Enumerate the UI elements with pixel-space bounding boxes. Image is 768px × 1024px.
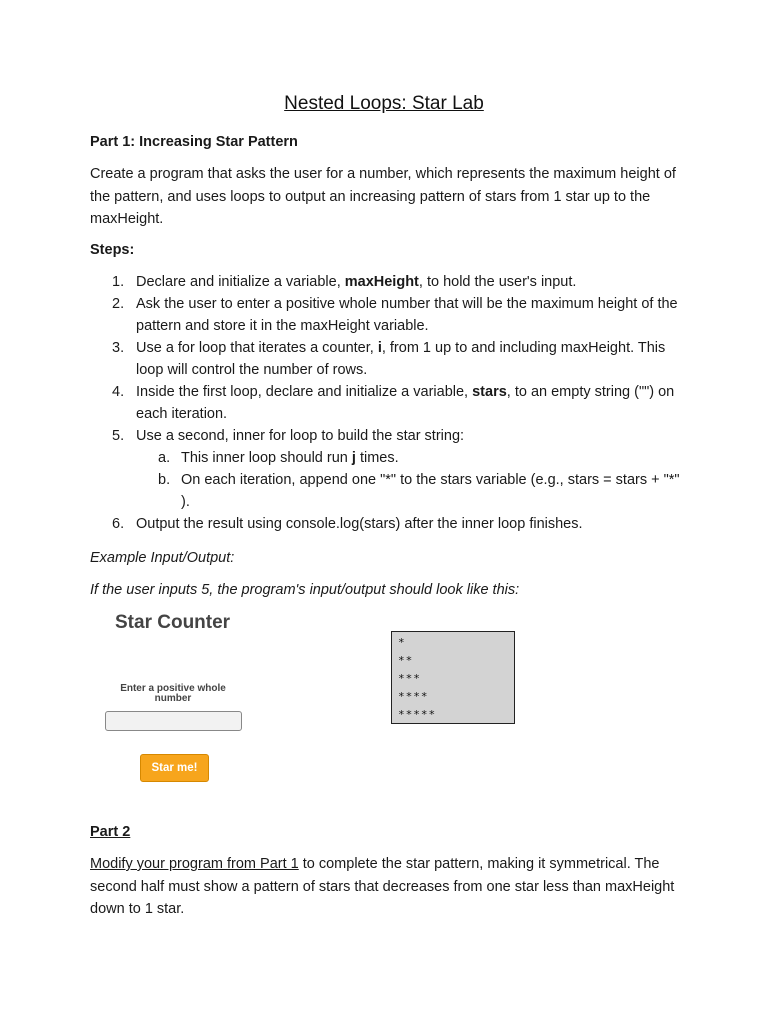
part2-link: Modify your program from Part 1 [90, 856, 299, 872]
steps-heading: Steps: [90, 242, 135, 258]
substep-text: times. [355, 450, 399, 466]
step-text: Use a second, inner for loop to build the star string: [136, 428, 465, 444]
page-title: Nested Loops: Star Lab [284, 93, 484, 114]
output-line: ** [398, 654, 414, 667]
step-number: 5. [112, 428, 125, 444]
substep-text: This inner loop should run [181, 450, 352, 466]
step-3 [90, 337, 680, 381]
step-number: 3. [112, 340, 125, 356]
part2-text: to complete the star pattern, making it symmetrical. The second half must show a pattern of stars that decreases from one star less than maxHeight down to 1 star. [90, 856, 675, 917]
step-text: Inside the first loop, declare and initialize a variable, [136, 384, 473, 400]
substep-b [136, 469, 680, 513]
output-line: ***** [398, 708, 437, 721]
step-keyword: i [377, 340, 382, 356]
example-label: Example Input/Output: [90, 550, 235, 566]
input-label: Enter a positive whole number [120, 683, 226, 704]
step-number: 2. [112, 296, 125, 312]
step-text: Declare and initialize a variable, [136, 274, 345, 290]
substep-a [136, 447, 680, 469]
step-text: Output the result using console.log(stars) after the inner loop finishes. [136, 516, 583, 532]
step-text: , to an empty string ("") on each iteration. [136, 384, 675, 422]
step-1 [90, 271, 680, 293]
substep-letter: b. [158, 472, 171, 488]
steps-list [90, 271, 680, 535]
substeps-list [136, 447, 680, 513]
step-6 [90, 513, 680, 535]
output-line: *** [398, 672, 421, 685]
step-keyword: stars [472, 384, 507, 400]
example-description: If the user inputs 5, the program's input/output should look like this: [90, 582, 520, 598]
substep-letter: a. [158, 450, 171, 466]
app-title: Star Counter [115, 612, 231, 633]
step-text: Ask the user to enter a positive whole number that will be the maximum height of the pattern and store it in the maxHeight variable. [136, 296, 678, 334]
substep-keyword: j [351, 450, 356, 466]
step-keyword: maxHeight [344, 274, 419, 290]
part1-heading: Part 1: Increasing Star Pattern [90, 134, 298, 150]
part2-heading: Part 2 [90, 824, 131, 840]
part1-intro: Create a program that asks the user for a number, which represents the maximum height of the pattern, and uses loops to output an increasing pattern of stars from 1 star up to the maxHeight. [90, 166, 676, 227]
star-me-button[interactable]: Star me! [140, 754, 209, 782]
step-number: 4. [112, 384, 125, 400]
output-line: * [398, 636, 406, 649]
part2-body [90, 853, 680, 921]
step-number: 1. [112, 274, 125, 290]
output-line: **** [398, 690, 429, 703]
step-5 [90, 425, 680, 513]
step-text: , from 1 up to and including maxHeight. This loop will control the number of rows. [136, 340, 666, 378]
step-number: 6. [112, 516, 125, 532]
step-4 [90, 381, 680, 425]
step-text: Use a for loop that iterates a counter, [136, 340, 378, 356]
substep-text: On each iteration, append one "*" to the stars variable (e.g., stars = stars + "*" ). [181, 472, 680, 510]
step-text: , to hold the user's input. [418, 274, 577, 290]
step-2 [90, 293, 680, 337]
output-box [391, 631, 515, 724]
number-input[interactable] [105, 711, 242, 731]
